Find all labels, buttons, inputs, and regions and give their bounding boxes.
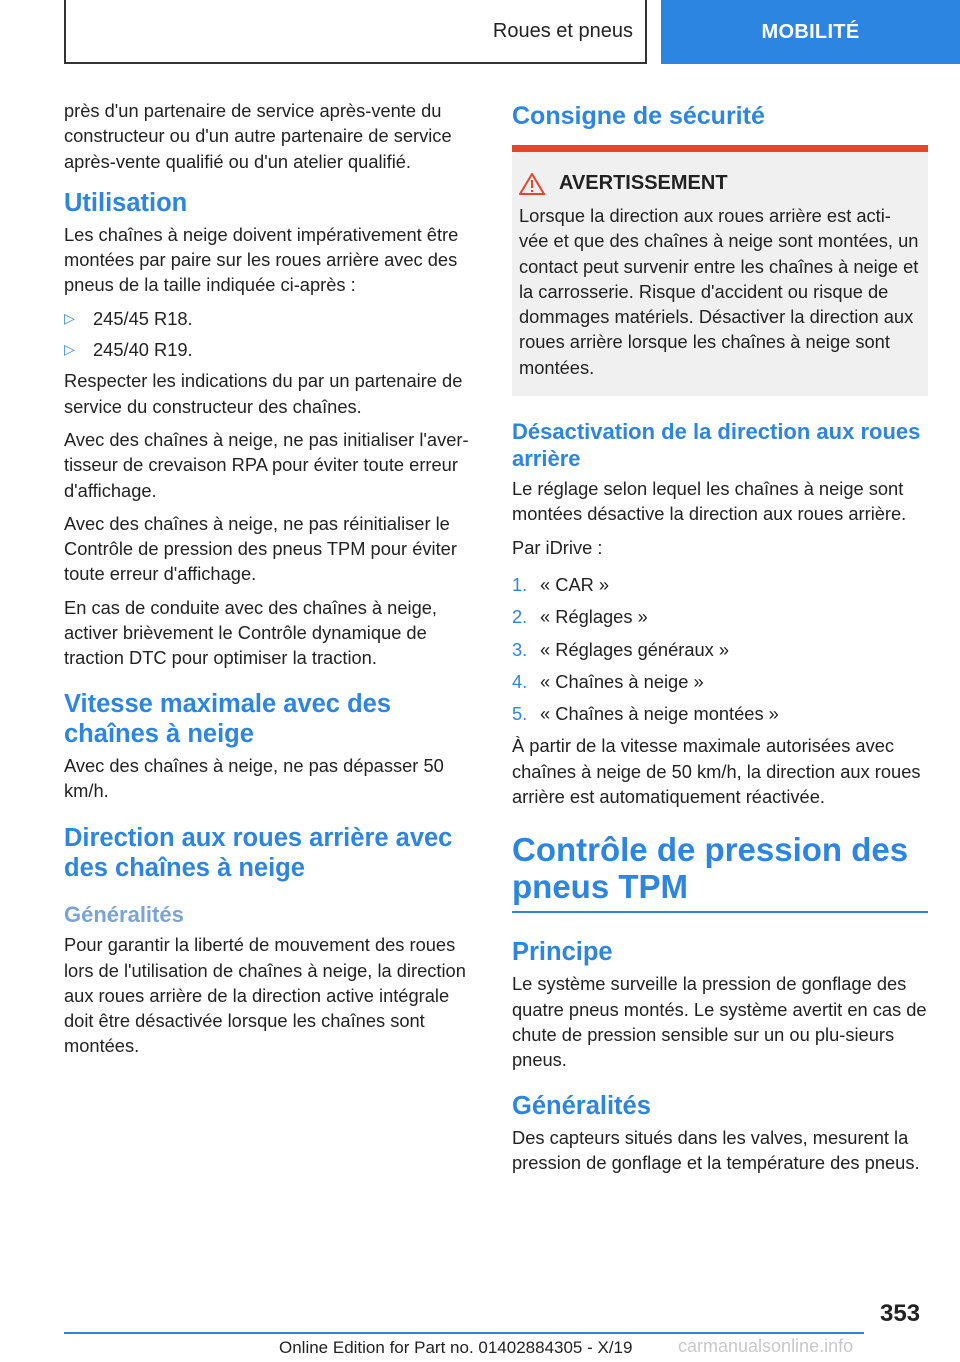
triangle-bullet-icon: ▷ xyxy=(64,309,75,326)
list-item: 4. « Chaînes à neige » xyxy=(512,670,704,692)
vitesse-paragraph: Avec des chaînes à neige, ne pas dépasser 50 km/h. xyxy=(64,754,444,801)
list-item: 2. « Réglages » xyxy=(512,606,648,628)
warning-text: Lorsque la direction aux roues arrière est acti-vée et que des chaînes à neige sont montées, un contact peut survenir entre les chaînes à neige et la carrosserie. Risque d'accident ou risque de dommages matériels. Désactiver la direction aux roues arrière lorsque les chaînes à neige sont montées. xyxy=(519,205,919,378)
utilisation-paragraph-5: En cas de conduite avec des chaînes à neige, activer brièvement le Contrôle dynamique de traction DTC pour optimiser la traction. xyxy=(64,596,437,669)
watermark: carmanualsonline.info xyxy=(678,1336,854,1356)
heading-tpm: Contrôle de pression des pneus TPM xyxy=(512,831,928,913)
utilisation-paragraph-3: Avec des chaînes à neige, ne pas initialiser l'aver-tisseur de crevaison RPA pour éviter toute erreur d'affichage. xyxy=(64,428,469,501)
utilisation-paragraph-2: Respecter les indications du par un partenaire de service du constructeur des chaînes. xyxy=(64,370,463,417)
heading-direction: Direction aux roues arrière avec des chaînes à neige xyxy=(64,824,453,883)
chapter-tab xyxy=(661,0,960,64)
list-item: ▷ 245/45 R18. xyxy=(64,306,480,331)
list-item: 3. « Réglages généraux » xyxy=(512,638,730,660)
tire-size-list xyxy=(64,306,480,363)
heading-generalites-tpm: Généralités xyxy=(512,1091,651,1120)
utilisation-paragraph-4: Avec des chaînes à neige, ne pas réinitialiser le Contrôle de pression des pneus TPM pour éviter toute erreur d'affichage. xyxy=(64,512,457,585)
page-number: 353 xyxy=(880,1300,921,1327)
chapter-title: MOBILITÉ xyxy=(761,20,860,43)
heading-vitesse: Vitesse maximale avec des chaînes à neige xyxy=(64,689,392,748)
left-column xyxy=(64,98,480,1067)
deactivation-paragraph: Le réglage selon lequel les chaînes à neige sont montées désactive la direction aux roues arrière. xyxy=(512,478,907,525)
running-header-section xyxy=(64,0,647,64)
heading-safety: Consigne de sécurité xyxy=(512,102,765,130)
heading-deactivation: Désactivation de la direction aux roues arrière xyxy=(512,419,921,472)
list-item: 1. « CAR » xyxy=(512,573,610,595)
section-title: Roues et pneus xyxy=(492,19,633,42)
utilisation-paragraph-1: Les chaînes à neige doivent impérativement être montées par paire sur les roues arrière avec des pneus de la taille indiquée ci-après : xyxy=(64,223,459,296)
principe-paragraph: Le système surveille la pression de gonflage des quatre pneus montés. Le système avertit en cas de chute de pression sensible sur un ou plu-sieurs pneus. xyxy=(512,973,927,1071)
intro-paragraph: près d'un partenaire de service après-vente du constructeur ou d'un autre partenaire de service après-vente qualifié ou d'un atelier qualifié. xyxy=(64,100,452,172)
right-column xyxy=(512,98,928,1183)
list-item: ▷ 245/40 R19. xyxy=(64,337,480,362)
triangle-bullet-icon: ▷ xyxy=(64,341,75,358)
heading-generalites: Généralités xyxy=(64,902,184,928)
warning-header xyxy=(519,172,920,195)
idrive-steps xyxy=(512,572,928,726)
edition-note: Online Edition for Part no. 01402884305 - X/19 xyxy=(279,1338,633,1357)
warning-box xyxy=(512,145,928,396)
heading-principe: Principe xyxy=(512,938,613,967)
generalites-paragraph: Pour garantir la liberté de mouvement des roues lors de l'utilisation de chaînes à neige, la direction aux roues arrière de la direction active intégrale doit être désactivée lorsque les chaînes sont montées. xyxy=(64,934,466,1057)
list-item: 5. « Chaînes à neige montées » xyxy=(512,703,779,725)
idrive-label: Par iDrive : xyxy=(512,536,603,558)
warning-label: AVERTISSEMENT xyxy=(559,172,728,194)
generalites-tpm-paragraph: Des capteurs situés dans les valves, mesurent la pression de gonflage et la température des pneus. xyxy=(512,1126,920,1173)
footer-rule xyxy=(64,1332,864,1334)
warning-triangle-icon xyxy=(519,173,545,195)
heading-utilisation: Utilisation xyxy=(64,188,188,217)
reactivation-paragraph: À partir de la vitesse maximale autorisées avec chaînes à neige de 50 km/h, la direction aux roues arrière est automatiquement réactivée. xyxy=(512,735,921,808)
